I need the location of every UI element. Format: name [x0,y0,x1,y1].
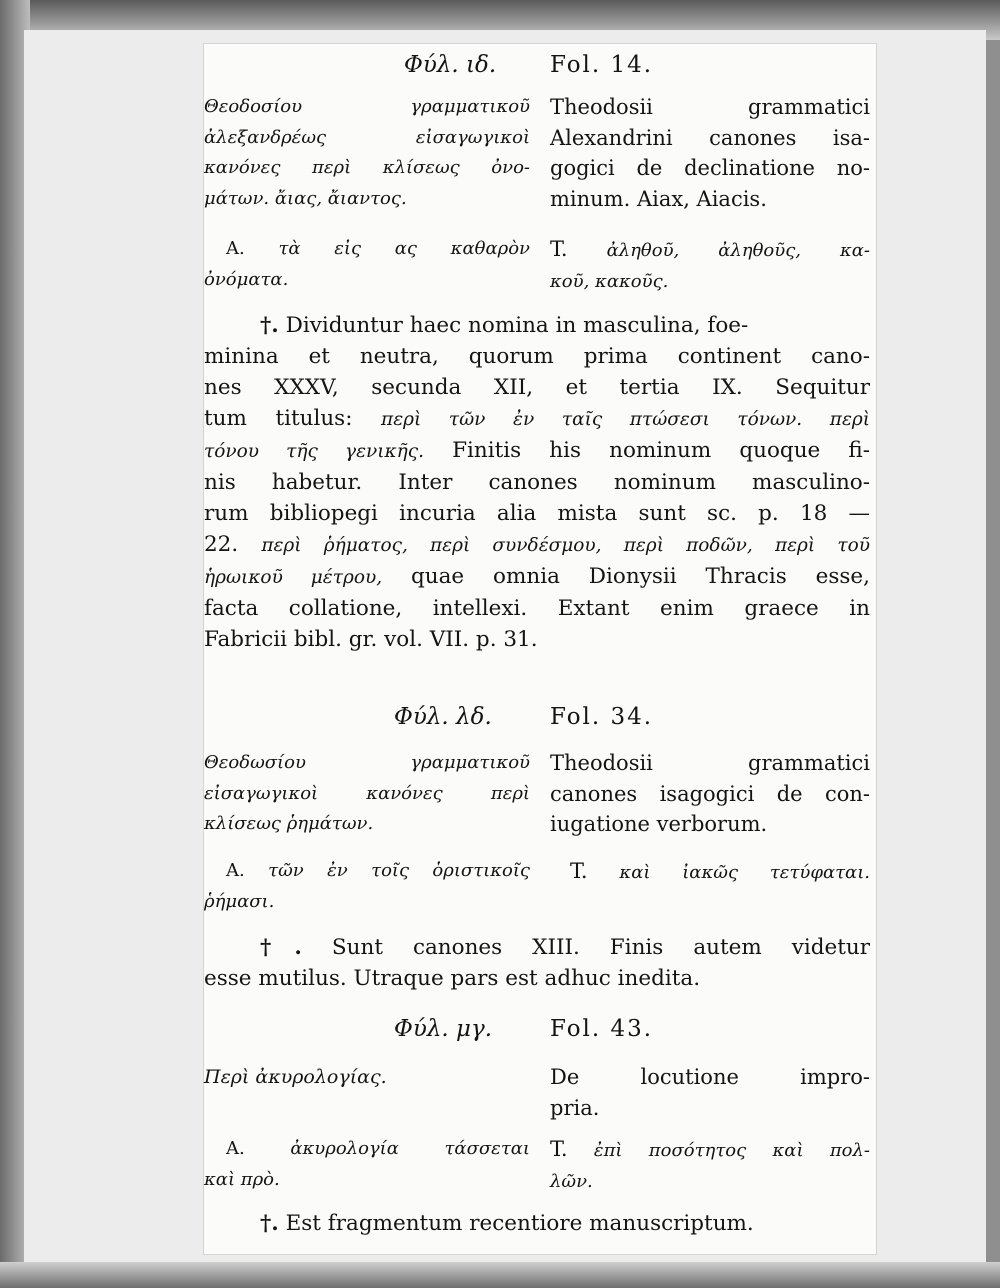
incipit-label: A. [226,1138,245,1159]
note-paragraph [204,1208,870,1239]
explicit-line [550,856,870,889]
explicit-label: T. [550,237,568,261]
greek-title-line: Περὶ ἀκυρολογίας. [204,1066,387,1088]
note-greek: περὶ ῥήματος, περὶ συνδέσμου, περὶ ποδῶν, περὶ τοῦ [261,535,870,556]
greek-title [204,92,530,214]
explicit-line: κοῦ, κακοῦς. [550,270,669,292]
dagger-mark: †. [260,313,279,338]
explicit-label: T. [550,1137,568,1161]
section-2-heading [204,704,876,744]
greek-folio: Φύλ. λδ. [394,704,492,730]
note-paragraph [204,310,870,655]
latin-folio: Fol. 34. [550,704,654,730]
note-line [204,529,870,561]
explicit-label: T. [570,859,588,883]
greek-title-line: κλίσεως ῥημάτων. [204,813,374,834]
incipit-text: τῶν ἐν τοῖς ὁριστικοῖς [268,860,530,881]
book-page [204,44,876,1254]
greek-title-line: ἀλεξανδρέως εἰσαγωγικοὶ [204,126,530,148]
note-line [204,435,870,467]
note-greek: περὶ τῶν ἐν ταῖς πτώσεσι τόνων. περὶ [381,409,871,430]
explicit-text: ἐπὶ ποσότητος καὶ πολ- [593,1140,870,1161]
incipit-line [204,856,530,887]
scan-bottom-edge [0,1262,1000,1288]
greek-folio: Φύλ. μγ. [394,1016,493,1042]
latin-title-line: Alexandrini canones isa- [550,125,870,150]
greek-title-line: μάτων. ἄιας, ἄιαντος. [204,187,407,209]
note-text: Est fragmentum recentiore manuscriptum. [285,1211,754,1236]
incipit [204,856,530,917]
greek-title-line: Θεοδωσίου γραμματικοῦ [204,752,530,773]
note-greek: ἡρωικοῦ μέτρου, [204,567,383,588]
incipit-line: καὶ πρὸ. [204,1168,280,1190]
incipit-line [204,1134,530,1165]
note-greek: τόνου τῆς γενικῆς. [204,441,424,462]
note-line: esse mutilus. Utraque pars est adhuc inedita. [204,966,701,991]
note-text: 22. [204,532,262,557]
latin-title-line: gogici de declinatione no- [550,156,870,180]
greek-title [204,1062,530,1093]
explicit [550,234,870,297]
incipit-line: ὀνόματα. [204,268,289,290]
incipit-line [204,234,530,265]
note-line: nes XXXV, secunda XII, et tertia IX. Sequitur [204,375,870,400]
explicit-line [550,234,870,267]
note-line [204,403,870,435]
section-1-heading [204,52,876,92]
incipit [204,234,530,295]
note-line: nis habetur. Inter canones nominum masculino- [204,470,870,495]
greek-folio: Φύλ. ιδ. [404,52,497,78]
latin-folio: Fol. 43. [550,1016,654,1042]
latin-title-line: pria. [550,1095,600,1120]
explicit [550,1134,870,1197]
note-line [204,932,870,963]
latin-title [550,92,870,214]
note-line: facta collatione, intellexi. Extant enim graece in [204,596,870,621]
latin-title [550,1062,870,1123]
note-line [204,1208,870,1239]
latin-title-line: minum. Aiax, Aiacis. [550,186,767,211]
note-text: Dividuntur haec nomina in masculina, foe- [285,313,749,338]
explicit-text: ἀληθοῦ, ἀληθοῦς, κα- [606,240,870,261]
section-3-heading [204,1016,876,1056]
explicit-text: καὶ ἰακῶς τετύφαται. [619,862,870,883]
note-text: Finitis his nominum quoque fi- [423,438,870,463]
latin-title-line: iugatione verborum. [550,812,768,836]
note-line: rum bibliopegi incuria alia mista sunt sc. p. 18 — [204,501,870,526]
note-line [204,561,870,593]
greek-title-line: κανόνες περὶ κλίσεως ὀνο- [204,157,530,178]
note-line [204,310,870,341]
incipit-label: A. [226,238,245,259]
greek-title [204,748,530,840]
latin-folio: Fol. 14. [550,52,654,78]
explicit [550,856,870,889]
incipit-text: ἀκυρολογία τάσσεται [290,1138,530,1159]
latin-title-line: Theodosii grammatici [550,751,870,775]
greek-title-line: Θεοδοσίου γραμματικοῦ [204,96,530,117]
latin-title [550,748,870,840]
dagger-mark: †. [260,1211,279,1236]
note-line: Fabricii bibl. gr. vol. VII. p. 31. [204,627,538,652]
latin-title-line: De locutione impro- [550,1065,870,1089]
incipit-line: ῥήμασι. [204,890,275,912]
latin-title-line: canones isagogici de con- [550,781,870,806]
greek-title-line: εἰσαγωγικοὶ κανόνες περὶ [204,782,530,804]
note-text: quae omnia Dionysii Thracis esse, [382,564,870,589]
dagger-mark: †. [260,935,302,960]
incipit-text: τὰ εἰς ας καθαρὸν [278,238,530,259]
note-text: tum titulus: [204,406,382,431]
explicit-line [550,1134,870,1167]
note-paragraph [204,932,870,994]
explicit-line: λῶν. [550,1170,593,1192]
note-text: Sunt canones XIII. Finis autem videtur [331,935,870,960]
incipit [204,1134,530,1195]
incipit-label: A. [226,860,245,881]
latin-title-line: Theodosii grammatici [550,95,870,119]
note-line: minina et neutra, quorum prima continent cano- [204,344,870,369]
